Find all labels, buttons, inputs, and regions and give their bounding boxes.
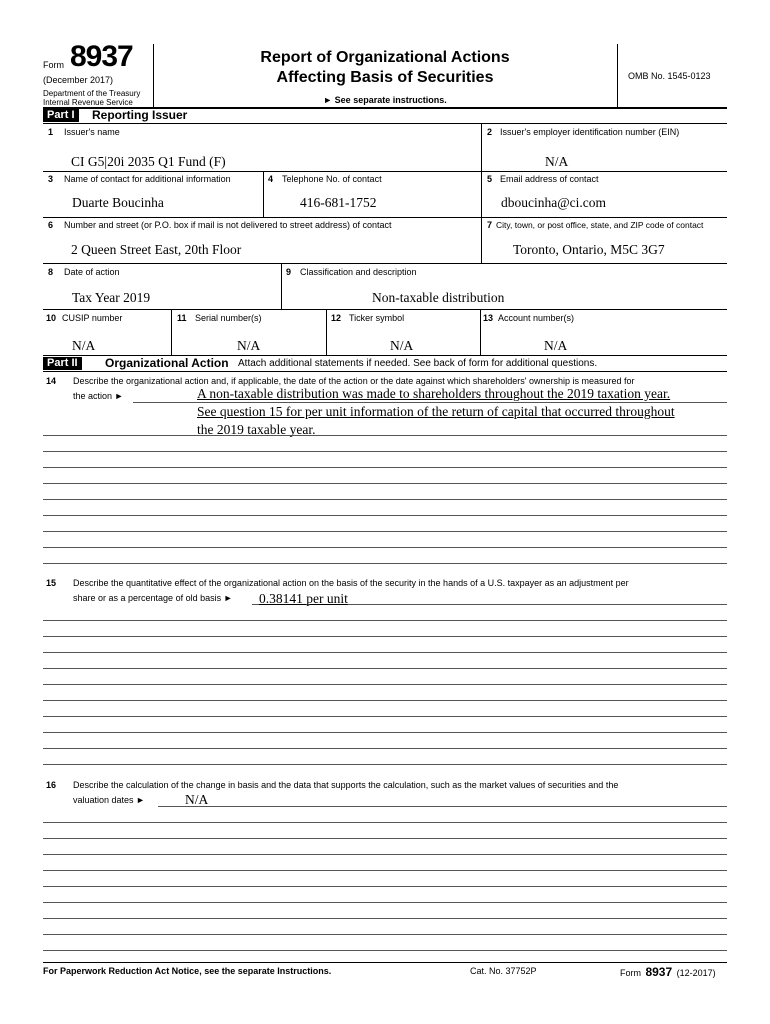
part1-title: Reporting Issuer: [92, 108, 188, 122]
form-number: 8937: [70, 40, 133, 73]
q14-text2: the action ►: [73, 391, 124, 401]
cusip-label: CUSIP number: [62, 313, 123, 323]
issuer-name-field[interactable]: CI G5|20i 2035 Q1 Fund (F): [71, 154, 226, 169]
part2-title: Organizational Action: [105, 356, 229, 370]
q16-answer[interactable]: N/A: [185, 792, 209, 807]
dept-line1: Department of the Treasury: [43, 89, 141, 98]
email-label: Email address of contact: [500, 174, 599, 184]
q15-answer[interactable]: 0.38141 per unit: [259, 591, 348, 606]
part2-subtitle: Attach additional statements if needed. See back of form for additional questions.: [238, 358, 598, 369]
account-field[interactable]: N/A: [544, 338, 568, 353]
part2-tag: Part II: [43, 357, 82, 370]
classification-label: Classification and description: [300, 267, 417, 277]
contact-name-label: Name of contact for additional information: [64, 174, 231, 184]
form-revision: (December 2017): [43, 75, 114, 85]
catalog-number: Cat. No. 37752P: [470, 966, 537, 976]
email-field[interactable]: dboucinha@ci.com: [501, 195, 607, 210]
ein-field[interactable]: N/A: [545, 154, 569, 169]
date-of-action-field[interactable]: Tax Year 2019: [72, 290, 151, 305]
separate-instructions: ► See separate instructions.: [323, 95, 447, 105]
q14-text1: Describe the organizational action and, if applicable, the date of the action or the date against which shareholders' ownership is measured for: [73, 376, 635, 386]
q16-text1: Describe the calculation of the change in basis and the data that supports the calculation, such as the market values of securities and the: [73, 780, 619, 790]
telephone-field[interactable]: 416-681-1752: [300, 195, 377, 210]
contact-name-field[interactable]: Duarte Boucinha: [72, 195, 164, 210]
paperwork-notice: For Paperwork Reduction Act Notice, see the separate Instructions.: [43, 966, 332, 976]
form-word: Form: [43, 60, 64, 70]
serial-label: Serial number(s): [195, 313, 262, 323]
omb-number: OMB No. 1545-0123: [628, 71, 711, 81]
q15-text1: Describe the quantitative effect of the organizational action on the basis of the security in the hands of a U.S. taxpayer as an adjustment per: [73, 578, 629, 588]
q14-answer-line1[interactable]: A non-taxable distribution was made to shareholders throughout the 2019 taxation year.: [197, 386, 671, 401]
part1-tag: Part I: [43, 109, 79, 122]
city-label: City, town, or post office, state, and ZIP code of contact: [496, 220, 704, 230]
classification-field[interactable]: Non-taxable distribution: [372, 290, 505, 305]
city-field[interactable]: Toronto, Ontario, M5C 3G7: [513, 242, 665, 257]
street-field[interactable]: 2 Queen Street East, 20th Floor: [71, 242, 242, 257]
date-of-action-label: Date of action: [64, 267, 120, 277]
title-line2: Affecting Basis of Securities: [276, 69, 494, 86]
ticker-field[interactable]: N/A: [390, 338, 414, 353]
ein-label: Issuer's employer identification number (EIN): [500, 127, 680, 137]
issuer-name-label: Issuer's name: [64, 127, 120, 137]
account-label: Account number(s): [498, 313, 575, 323]
q14-answer-line3[interactable]: the 2019 taxable year.: [197, 422, 316, 437]
dept-line2: Internal Revenue Service: [43, 98, 133, 107]
q16-text2: valuation dates ►: [73, 795, 145, 805]
cusip-field[interactable]: N/A: [72, 338, 96, 353]
serial-field[interactable]: N/A: [237, 338, 261, 353]
q14-answer-line2[interactable]: See question 15 for per unit information of the return of capital that occurred throughout: [197, 404, 675, 419]
ticker-label: Ticker symbol: [349, 313, 405, 323]
telephone-label: Telephone No. of contact: [282, 174, 382, 184]
footer-form-id: Form 8937 (12-2017): [620, 965, 716, 979]
title-line1: Report of Organizational Actions: [260, 49, 510, 66]
street-label: Number and street (or P.O. box if mail is not delivered to street address) of contact: [64, 220, 392, 230]
q15-text2: share or as a percentage of old basis ►: [73, 593, 233, 603]
